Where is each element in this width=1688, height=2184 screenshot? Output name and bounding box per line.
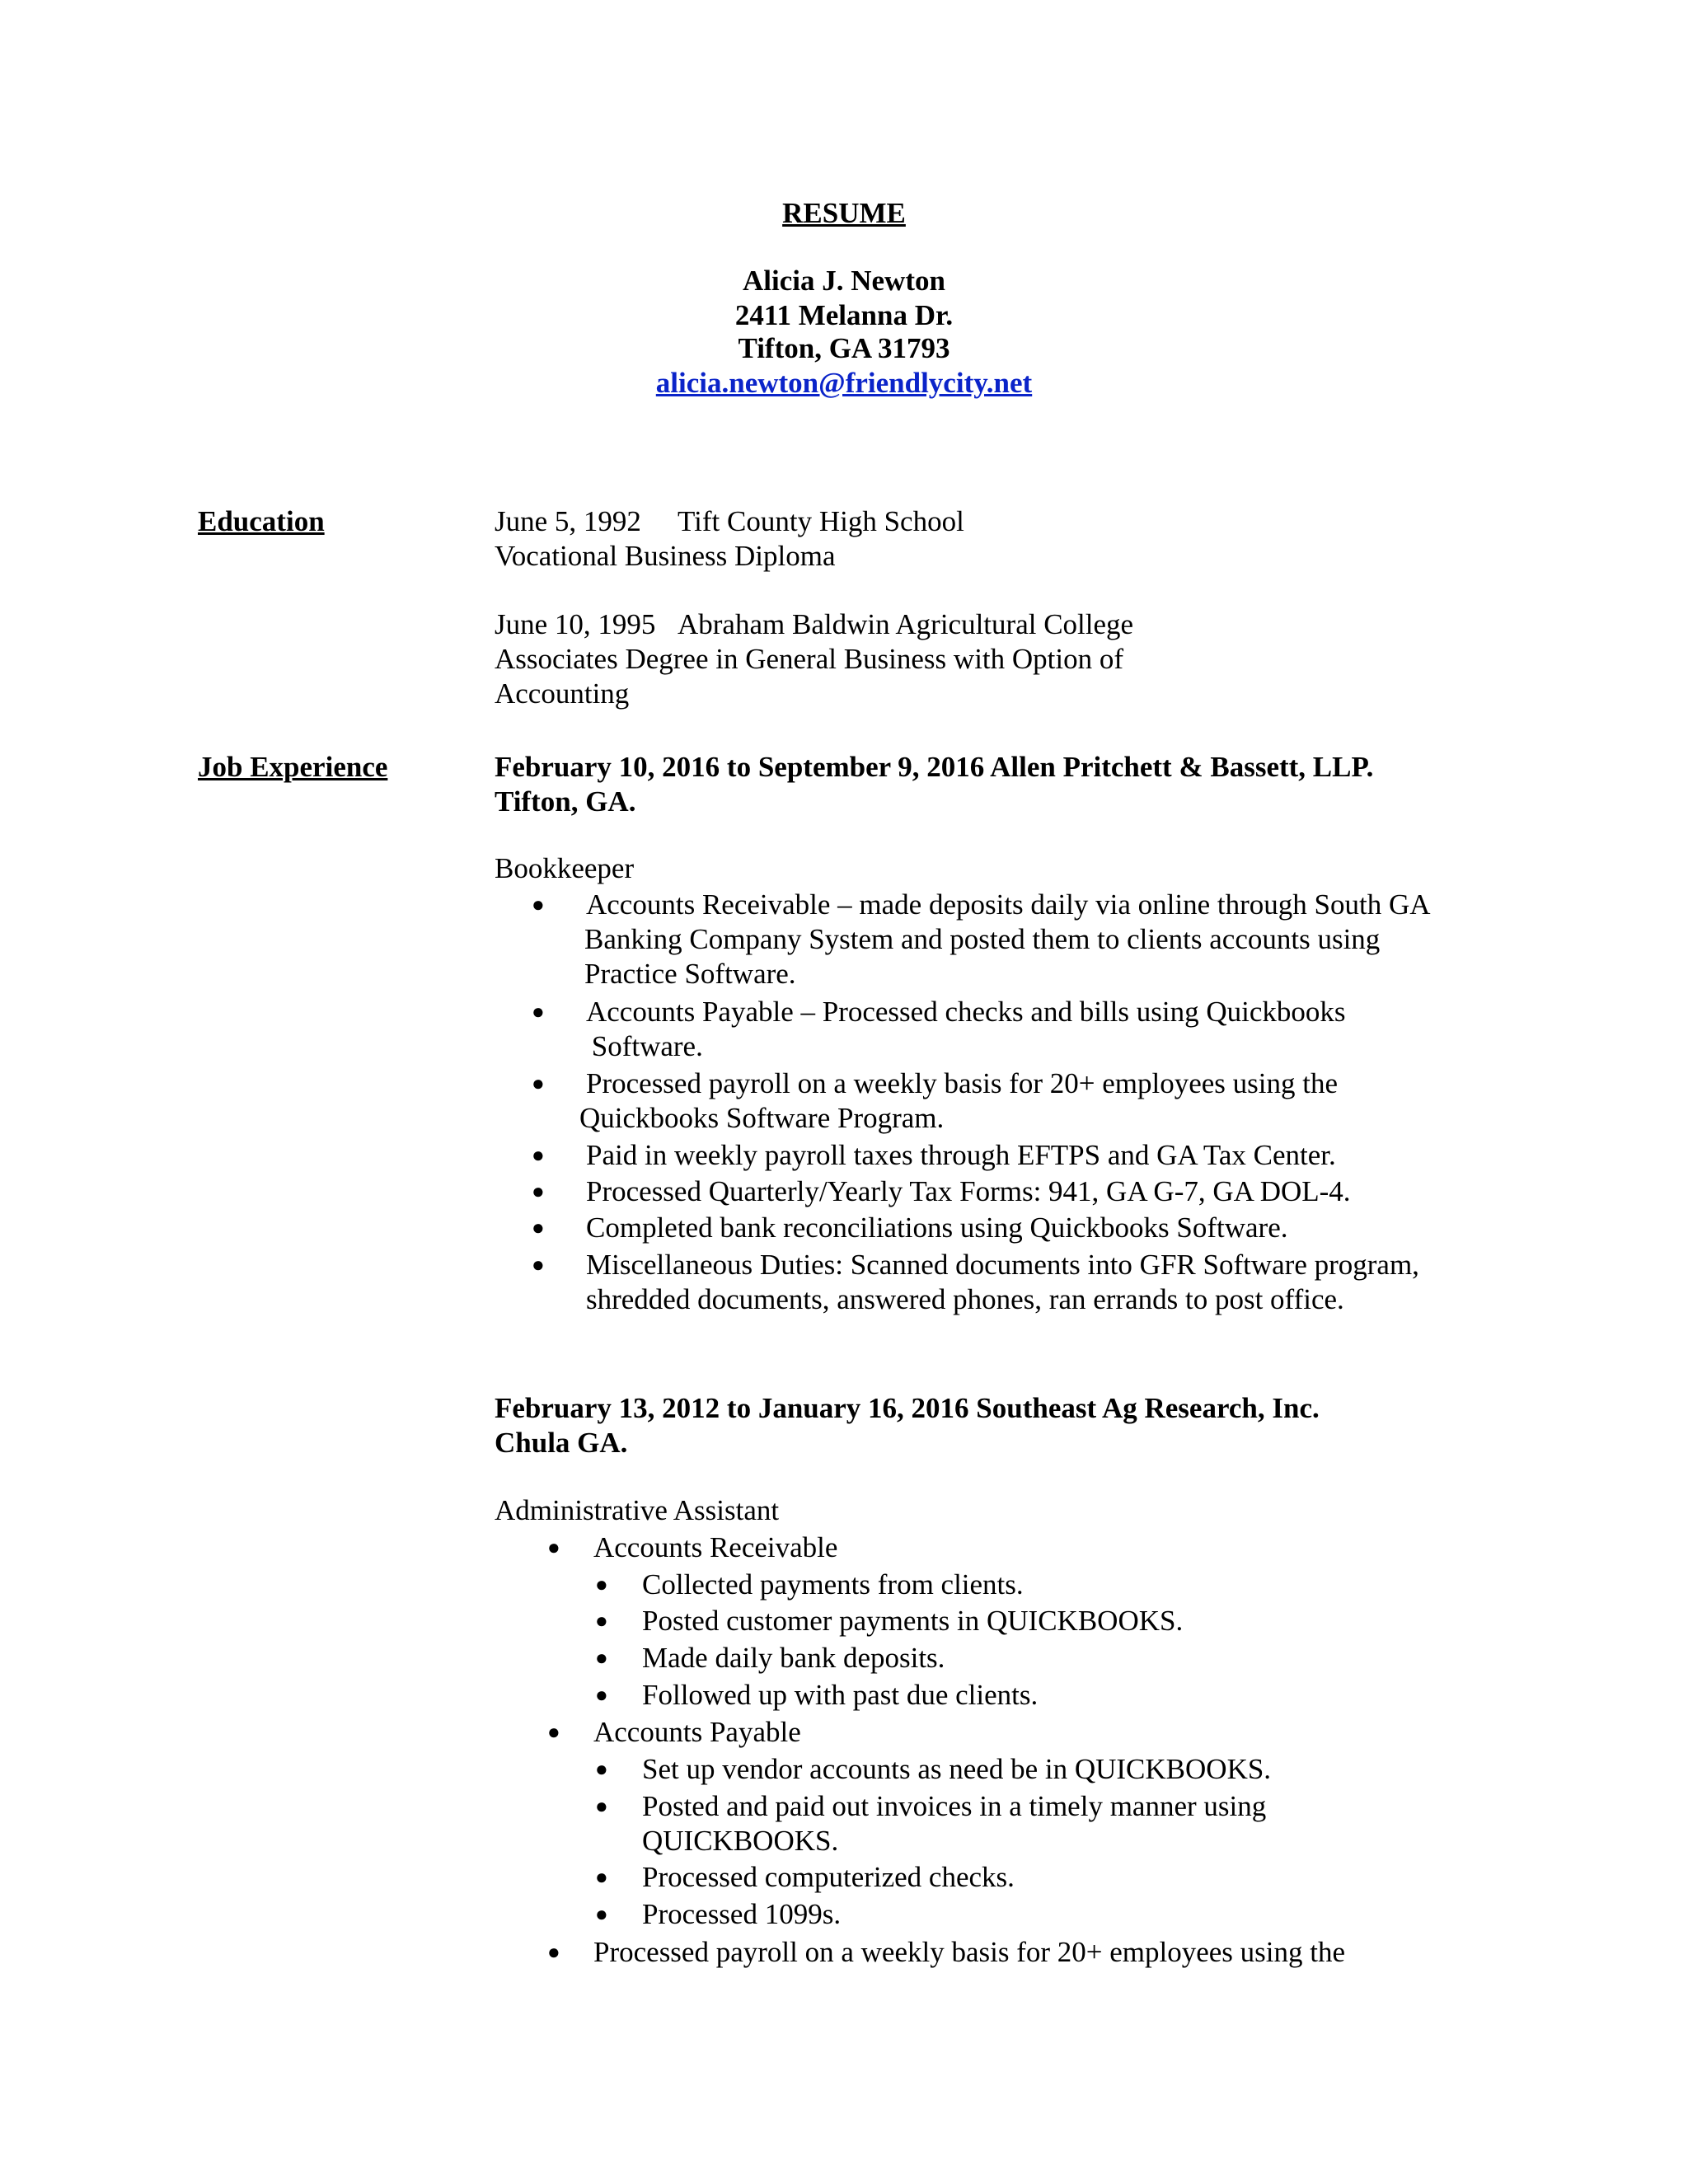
job-bullet-text: Posted customer payments in QUICKBOOKS. <box>642 1605 1184 1637</box>
bullet-icon: ● <box>595 1572 608 1596</box>
job-heading: February 13, 2012 to January 16, 2016 Southeast Ag Research, Inc. <box>495 1392 1320 1424</box>
bullet-icon: ● <box>532 893 545 916</box>
group-label: Accounts Receivable <box>593 1531 838 1563</box>
job-bullet-text: Followed up with past due clients. <box>642 1679 1039 1711</box>
city-state-zip: Tifton, GA 31793 <box>738 332 950 364</box>
education-heading: Education <box>198 505 325 537</box>
bullet-icon: ● <box>532 1179 545 1203</box>
bullet-icon: ● <box>595 1794 608 1818</box>
job-bullet-text: Processed Quarterly/Yearly Tax Forms: 941, GA G-7, GA DOL-4. <box>586 1175 1351 1207</box>
job-heading: February 10, 2016 to September 9, 2016 Allen Pritchett & Bassett, LLP. <box>495 751 1374 783</box>
group-label: Accounts Payable <box>593 1716 801 1748</box>
job-bullet-text: Paid in weekly payroll taxes through EFTPS and GA Tax Center. <box>586 1139 1336 1171</box>
job-bullet-text: Accounts Receivable – made deposits daily via online through South GA <box>586 888 1431 921</box>
email-link[interactable]: alicia.newton@friendlycity.net <box>655 367 1033 399</box>
bullet-icon: ● <box>595 1902 608 1926</box>
group-label: Processed payroll on a weekly basis for 20+ employees using the <box>593 1936 1346 1968</box>
education-school: Tift County High School <box>678 505 964 537</box>
job-experience-heading: Job Experience <box>198 751 388 783</box>
bullet-icon: ● <box>595 1646 608 1670</box>
job-heading: Chula GA. <box>495 1427 628 1459</box>
job-bullet-text: Quickbooks Software Program. <box>579 1102 945 1134</box>
bullet-icon: ● <box>547 1940 560 1964</box>
bullet-icon: ● <box>547 1535 560 1559</box>
street-address: 2411 Melanna Dr. <box>734 299 954 331</box>
job-bullet-text: QUICKBOOKS. <box>642 1825 839 1857</box>
job-bullet-text: Made daily bank deposits. <box>642 1642 945 1674</box>
job-bullet-text: Set up vendor accounts as need be in QUICKBOOKS. <box>642 1753 1272 1785</box>
email-link-wrapper <box>0 366 1688 401</box>
job-bullet-text: Processed computerized checks. <box>642 1861 1015 1893</box>
bullet-icon: ● <box>595 1683 608 1707</box>
bullet-icon: ● <box>595 1865 608 1889</box>
job-role: Administrative Assistant <box>495 1494 780 1526</box>
bullet-icon: ● <box>532 1253 545 1277</box>
bullet-icon: ● <box>532 1071 545 1095</box>
education-detail: Vocational Business Diploma <box>495 540 836 572</box>
resume-title: RESUME <box>782 197 906 229</box>
education-detail: Accounting <box>495 677 630 710</box>
job-bullet-text: Practice Software. <box>584 958 796 990</box>
job-bullet-text: Software. <box>584 1030 703 1062</box>
applicant-name: Alicia J. Newton <box>743 265 945 297</box>
job-bullet-text: Processed payroll on a weekly basis for 20+ employees using the <box>586 1067 1339 1099</box>
job-bullet-text: Processed 1099s. <box>642 1898 842 1930</box>
job-bullet-text: Completed bank reconciliations using Quickbooks Software. <box>586 1212 1288 1244</box>
education-school: Abraham Baldwin Agricultural College <box>678 608 1134 640</box>
job-bullet-text: Accounts Payable – Processed checks and bills using Quickbooks <box>586 996 1346 1028</box>
bullet-icon: ● <box>532 1216 545 1240</box>
education-detail: Associates Degree in General Business with Option of <box>495 643 1124 675</box>
job-bullet-text: Collected payments from clients. <box>642 1568 1024 1601</box>
education-date: June 5, 1992 <box>495 505 641 537</box>
job-bullet-text: shredded documents, answered phones, ran errands to post office. <box>586 1283 1344 1315</box>
bullet-icon: ● <box>532 1143 545 1167</box>
bullet-icon: ● <box>595 1609 608 1633</box>
job-heading: Tifton, GA. <box>495 785 636 818</box>
job-role: Bookkeeper <box>495 852 635 884</box>
job-bullet-text: Banking Company System and posted them to clients accounts using <box>584 923 1381 955</box>
bullet-icon: ● <box>532 1000 545 1024</box>
job-bullet-text: Miscellaneous Duties: Scanned documents into GFR Software program, <box>586 1249 1419 1281</box>
job-bullet-text: Posted and paid out invoices in a timely manner using <box>642 1790 1267 1822</box>
education-date: June 10, 1995 <box>495 608 656 640</box>
bullet-icon: ● <box>547 1720 560 1744</box>
bullet-icon: ● <box>595 1757 608 1781</box>
